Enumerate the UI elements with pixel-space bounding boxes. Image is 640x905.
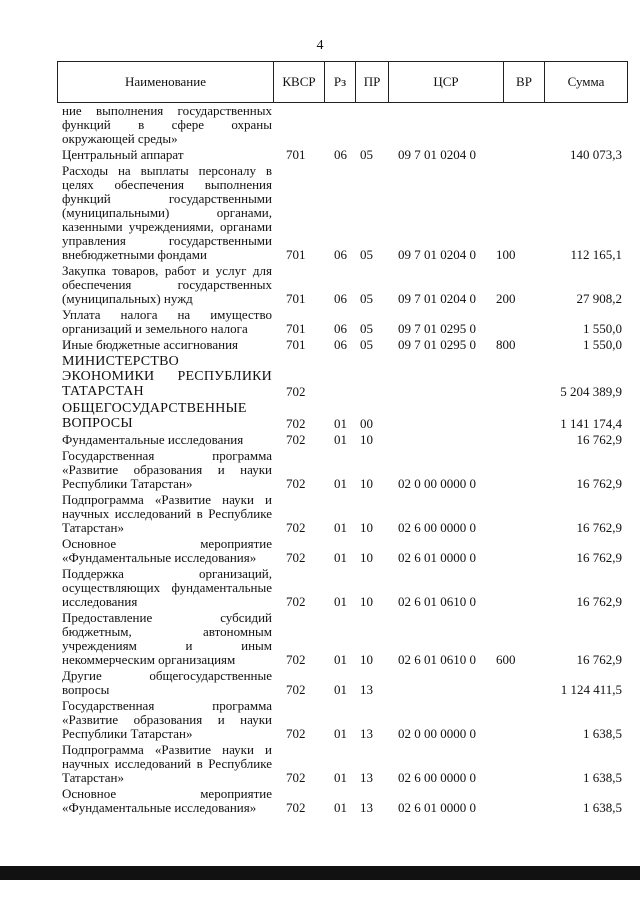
row-name: Предоставление субсидий бюджетным, автономным учреждениям и иным некоммерческим организациям — [62, 610, 272, 667]
row-name: Иные бюджетные ассигнования — [62, 337, 239, 352]
row-name: Подпрограмма «Развитие науки и научных исследований в Республике Татарстан» — [62, 492, 272, 535]
cell-csr: 02 6 01 0610 0 — [398, 652, 476, 667]
cell-rz: 01 — [334, 550, 347, 565]
table-row — [62, 699, 628, 741]
cell-csr: 02 6 01 0610 0 — [398, 594, 476, 609]
row-name: Центральный аппарат — [62, 147, 184, 162]
cell-sum: 112 165,1 — [570, 247, 622, 262]
cell-pr: 13 — [360, 682, 373, 697]
cell-sum: 1 638,5 — [583, 800, 622, 815]
table-row — [62, 611, 628, 667]
table-row — [62, 148, 628, 162]
cell-kvsr: 701 — [286, 247, 306, 262]
cell-sum: 16 762,9 — [576, 594, 622, 609]
table-body — [62, 104, 628, 817]
table-row — [62, 449, 628, 491]
table-row — [62, 787, 628, 815]
cell-kvsr: 701 — [286, 291, 306, 306]
row-name: ОБЩЕГОСУДАРСТВЕННЫЕ ВОПРОСЫ — [62, 401, 247, 431]
cell-kvsr: 702 — [286, 726, 306, 741]
table-row — [62, 567, 628, 609]
table-row — [62, 743, 628, 785]
cell-rz: 06 — [334, 147, 347, 162]
scan-edge-bar — [0, 866, 640, 880]
cell-pr: 10 — [360, 594, 373, 609]
cell-rz: 01 — [334, 652, 347, 667]
cell-pr: 00 — [360, 416, 373, 431]
row-name: ние выполнения государственных функций в сфере охраны окружающей среды» — [62, 103, 272, 146]
cell-rz: 01 — [334, 432, 347, 447]
cell-csr: 09 7 01 0204 0 — [398, 247, 476, 262]
table-row — [62, 669, 628, 697]
cell-pr: 13 — [360, 726, 373, 741]
table-row — [62, 308, 628, 336]
cell-sum: 27 908,2 — [576, 291, 622, 306]
row-name: Другие общегосударственные вопросы — [62, 668, 272, 697]
cell-rz: 01 — [334, 682, 347, 697]
row-name: Расходы на выплаты персоналу в целях обеспечения выполнения функций государственными (муниципальными) органами, казенными учреждениями, органами управления государственными внебюджетными фондами — [62, 163, 272, 262]
cell-rz: 06 — [334, 337, 347, 352]
table-row — [62, 164, 628, 262]
cell-pr: 10 — [360, 432, 373, 447]
column-header-csr: ЦСР — [389, 62, 504, 103]
cell-sum: 1 550,0 — [583, 321, 622, 336]
cell-sum: 16 762,9 — [576, 652, 622, 667]
cell-csr: 09 7 01 0295 0 — [398, 337, 476, 352]
cell-csr: 02 6 00 0000 0 — [398, 770, 476, 785]
table-row — [62, 493, 628, 535]
cell-sum: 1 638,5 — [583, 726, 622, 741]
cell-kvsr: 702 — [286, 594, 306, 609]
cell-kvsr: 702 — [286, 800, 306, 815]
cell-pr: 05 — [360, 321, 373, 336]
table-row — [62, 401, 628, 431]
cell-vr: 800 — [496, 337, 516, 352]
cell-rz: 01 — [334, 476, 347, 491]
cell-vr: 200 — [496, 291, 516, 306]
cell-kvsr: 702 — [286, 550, 306, 565]
row-name: Государственная программа «Развитие образования и науки Республики Татарстан» — [62, 698, 272, 741]
cell-rz: 01 — [334, 800, 347, 815]
table-header — [57, 61, 628, 103]
cell-pr: 10 — [360, 476, 373, 491]
cell-csr: 02 6 00 0000 0 — [398, 520, 476, 535]
cell-kvsr: 702 — [286, 476, 306, 491]
column-header-vr: ВР — [504, 62, 545, 103]
row-name: Закупка товаров, работ и услуг для обеспечения государственных (муниципальных) нужд — [62, 263, 272, 306]
cell-kvsr: 702 — [286, 384, 306, 399]
cell-csr: 02 6 01 0000 0 — [398, 550, 476, 565]
cell-pr: 10 — [360, 550, 373, 565]
cell-kvsr: 702 — [286, 682, 306, 697]
cell-sum: 1 550,0 — [583, 337, 622, 352]
cell-rz: 01 — [334, 594, 347, 609]
cell-kvsr: 701 — [286, 337, 306, 352]
column-header-rz: Рз — [325, 62, 356, 103]
cell-csr: 09 7 01 0204 0 — [398, 147, 476, 162]
cell-kvsr: 702 — [286, 520, 306, 535]
cell-sum: 1 124 411,5 — [560, 682, 622, 697]
table-row — [62, 537, 628, 565]
cell-rz: 01 — [334, 726, 347, 741]
cell-sum: 1 141 174,4 — [560, 416, 622, 431]
row-name: МИНИСТЕРСТВО ЭКОНОМИКИ РЕСПУБЛИКИ ТАТАРСТАН — [62, 354, 272, 399]
cell-sum: 1 638,5 — [583, 770, 622, 785]
cell-rz: 01 — [334, 416, 347, 431]
cell-csr: 02 6 01 0000 0 — [398, 800, 476, 815]
cell-rz: 06 — [334, 247, 347, 262]
row-name: Подпрограмма «Развитие науки и научных исследований в Республике Татарстан» — [62, 742, 272, 785]
cell-csr: 09 7 01 0204 0 — [398, 291, 476, 306]
cell-pr: 05 — [360, 247, 373, 262]
column-header-name: Наименование — [58, 62, 274, 103]
page-number: 4 — [316, 38, 324, 53]
row-name: Поддержка организаций, осуществляющих фундаментальные исследования — [62, 566, 272, 609]
cell-kvsr: 702 — [286, 652, 306, 667]
row-name: Фундаментальные исследования — [62, 432, 244, 447]
cell-kvsr: 702 — [286, 432, 306, 447]
column-header-kvsr: КВСР — [274, 62, 325, 103]
cell-pr: 05 — [360, 337, 373, 352]
cell-pr: 10 — [360, 652, 373, 667]
cell-csr: 02 0 00 0000 0 — [398, 476, 476, 491]
column-header-sum: Сумма — [545, 62, 628, 103]
cell-rz: 01 — [334, 520, 347, 535]
table-row — [62, 104, 628, 146]
cell-csr: 02 0 00 0000 0 — [398, 726, 476, 741]
cell-pr: 13 — [360, 770, 373, 785]
cell-pr: 05 — [360, 291, 373, 306]
cell-sum: 16 762,9 — [576, 520, 622, 535]
cell-csr: 09 7 01 0295 0 — [398, 321, 476, 336]
cell-pr: 10 — [360, 520, 373, 535]
table-row — [62, 433, 628, 447]
cell-vr: 600 — [496, 652, 516, 667]
cell-kvsr: 702 — [286, 416, 306, 431]
cell-kvsr: 701 — [286, 147, 306, 162]
cell-kvsr: 701 — [286, 321, 306, 336]
cell-sum: 16 762,9 — [576, 432, 622, 447]
cell-kvsr: 702 — [286, 770, 306, 785]
row-name: Основное мероприятие «Фундаментальные исследования» — [62, 786, 272, 815]
row-name: Уплата налога на имущество организаций и земельного налога — [62, 307, 272, 336]
cell-pr: 05 — [360, 147, 373, 162]
cell-pr: 13 — [360, 800, 373, 815]
table-row — [62, 264, 628, 306]
cell-rz: 01 — [334, 770, 347, 785]
row-name: Основное мероприятие «Фундаментальные исследования» — [62, 536, 272, 565]
table-row — [62, 354, 628, 399]
row-name: Государственная программа «Развитие образования и науки Республики Татарстан» — [62, 448, 272, 491]
cell-sum: 5 204 389,9 — [560, 384, 622, 399]
cell-sum: 16 762,9 — [576, 550, 622, 565]
cell-sum: 140 073,3 — [570, 147, 622, 162]
cell-rz: 06 — [334, 321, 347, 336]
table-row — [62, 338, 628, 352]
cell-sum: 16 762,9 — [576, 476, 622, 491]
cell-rz: 06 — [334, 291, 347, 306]
cell-vr: 100 — [496, 247, 516, 262]
column-header-pr: ПР — [356, 62, 389, 103]
